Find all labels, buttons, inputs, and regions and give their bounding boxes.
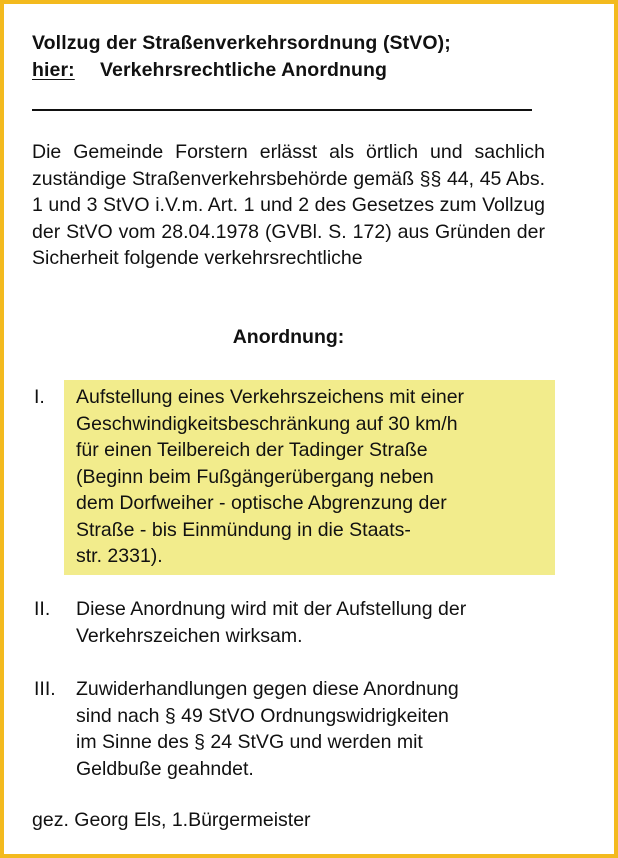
title-subject: Verkehrsrechtliche Anordnung bbox=[100, 59, 388, 81]
item-text bbox=[76, 596, 546, 649]
item-number: III. bbox=[34, 678, 56, 700]
title-line-2 bbox=[32, 57, 552, 84]
item-text bbox=[76, 676, 546, 782]
item-number: II. bbox=[34, 598, 51, 620]
title-divider bbox=[32, 109, 532, 111]
item-line: Verkehrszeichen wirksam. bbox=[76, 624, 303, 647]
item-number: I. bbox=[34, 386, 45, 408]
signature-line: gez. Georg Els, 1.Bürgermeister bbox=[32, 809, 311, 831]
item-line: Straße - bis Einmündung in die Staats- bbox=[76, 518, 411, 541]
item-line: str. 2331). bbox=[76, 545, 163, 567]
item-line: im Sinne des § 24 StVG und werden mit bbox=[76, 731, 423, 753]
item-line: Aufstellung eines Verkehrszeichens mit einer bbox=[76, 386, 465, 408]
order-heading: Anordnung: bbox=[232, 326, 345, 348]
item-line: Diese Anordnung wird mit der Aufstellung der bbox=[76, 598, 467, 620]
document-title bbox=[32, 30, 552, 84]
item-line: sind nach § 49 StVO Ordnungswidrigkeiten bbox=[76, 704, 449, 727]
title-line-1: Vollzug der Straßenverkehrsordnung (StVO); bbox=[32, 32, 451, 54]
item-line: (Beginn beim Fußgängerübergang neben bbox=[76, 465, 434, 488]
title-subject-label: hier: bbox=[32, 59, 75, 81]
item-line: Zuwiderhandlungen gegen diese Anordnung bbox=[76, 678, 459, 700]
intro-paragraph: Die Gemeinde Forstern erlässt als örtlich und sachlich zuständige Straßenverkehrsbehörde gemäß §§ 44, 45 Abs. 1 und 3 StVO i.V.m. Art. 1 und 2 des Gesetzes zum Vollzug der StVO vom 28.04.1978 (GVBl. S. 172) aus Gründen der Sicherheit folgende verkehrsrechtliche bbox=[32, 141, 545, 269]
item-line: Geschwindigkeitsbeschränkung auf 30 km/h bbox=[76, 412, 458, 435]
item-line: dem Dorfweiher - optische Abgrenzung der bbox=[76, 492, 447, 514]
item-text bbox=[76, 384, 546, 570]
item-line: für einen Teilbereich der Tadinger Straße bbox=[76, 439, 428, 461]
item-line: Geldbuße geahndet. bbox=[76, 757, 254, 780]
